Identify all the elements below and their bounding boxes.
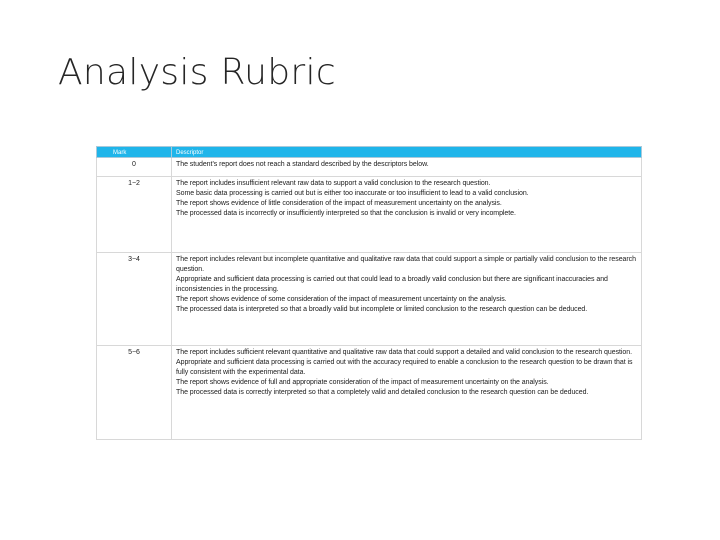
mark-cell: 5−6 [97, 346, 172, 440]
mark-cell: 1−2 [97, 177, 172, 253]
mark-column-header: Mark [97, 147, 172, 158]
table-row [97, 177, 642, 253]
descriptor-line: Some basic data processing is carried out but is either too inaccurate or too insufficient to lead to a valid conclusion. [176, 190, 529, 198]
descriptor-line: Appropriate and sufficient data processing is carried out that could lead to a broadly valid conclusion but there are significant inaccuracies and inconsistencies in the processing. [176, 276, 608, 294]
descriptor-line: The report includes sufficient relevant quantitative and qualitative raw data that could support a detailed and valid conclusion to the research question. [176, 349, 633, 356]
descriptor-column-header: Descriptor [172, 147, 642, 158]
mark-cell: 3−4 [97, 253, 172, 346]
descriptor-line: The student’s report does not reach a standard described by the descriptors below. [176, 161, 429, 168]
descriptor-cell [172, 177, 642, 253]
mark-cell: 0 [97, 158, 172, 177]
descriptor-line: The report shows evidence of full and appropriate consideration of the impact of measurement uncertainty on the analysis. [176, 379, 549, 387]
descriptor-line: The report shows evidence of little consideration of the impact of measurement uncertainty on the analysis. [176, 200, 502, 208]
descriptor-line: The processed data is incorrectly or insufficiently interpreted so that the conclusion is invalid or very incomplete. [176, 210, 516, 218]
descriptor-line: The processed data is correctly interpreted so that a completely valid and detailed conclusion to the research question can be deduced. [176, 389, 589, 397]
descriptor-cell [172, 253, 642, 346]
header-row [97, 147, 642, 158]
table-row [97, 346, 642, 440]
descriptor-line: The report includes insufficient relevant raw data to support a valid conclusion to the research question. [176, 180, 491, 187]
table-row [97, 158, 642, 177]
descriptor-cell [172, 346, 642, 440]
slide-title: Analysis Rubric [58, 52, 336, 93]
descriptor-cell [172, 158, 642, 177]
rubric-table [96, 146, 642, 440]
descriptor-line: The processed data is interpreted so that a broadly valid but incomplete or limited conclusion to the research question can be deduced. [176, 306, 588, 314]
descriptor-line: Appropriate and sufficient data processing is carried out with the accuracy required to enable a conclusion to the research question to be drawn that is fully consistent with the experimental data. [176, 359, 633, 377]
descriptor-line: The report includes relevant but incomplete quantitative and qualitative raw data that could support a simple or partially valid conclusion to the research question. [176, 256, 636, 274]
table-row [97, 253, 642, 346]
descriptor-line: The report shows evidence of some consideration of the impact of measurement uncertainty on the analysis. [176, 296, 507, 304]
